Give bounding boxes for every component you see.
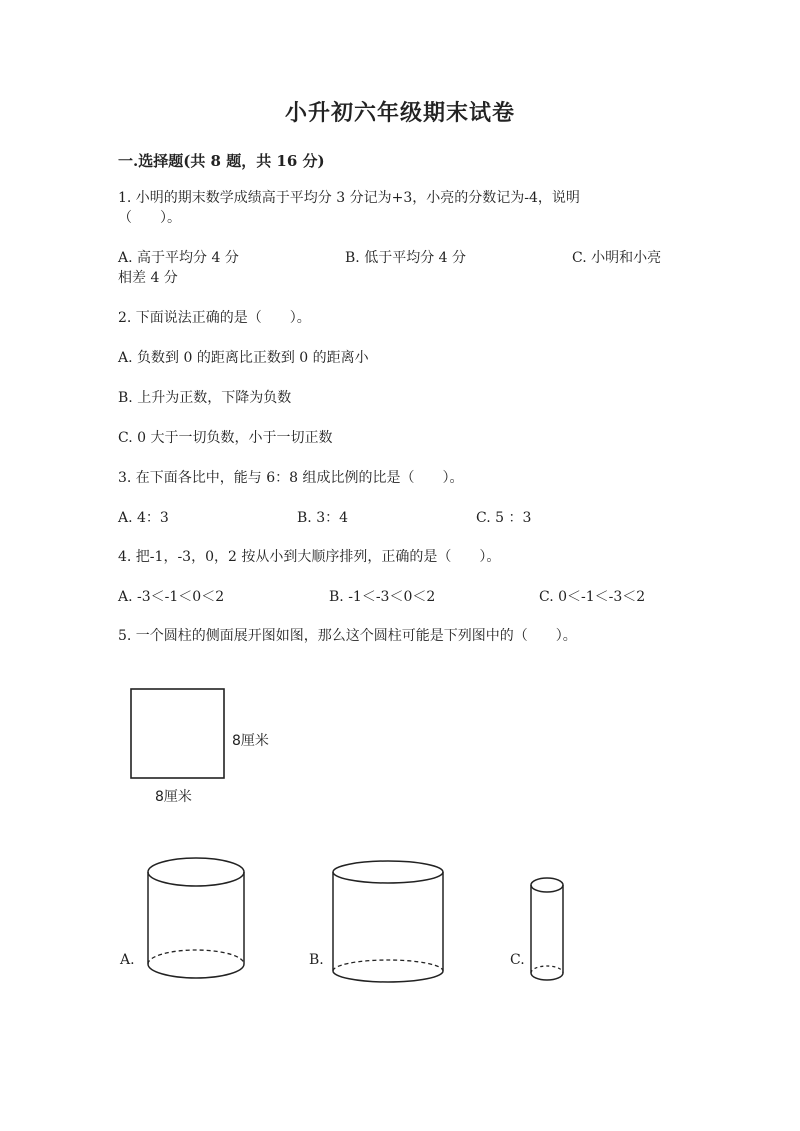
question-1-option-a[interactable]: A. 高于平均分 4 分 — [118, 250, 239, 266]
choice-c-label: C. — [510, 952, 525, 968]
cylinder-a-bottom-back — [148, 950, 244, 964]
question-2-option-c[interactable]: C. 0 大于一切负数，小于一切正数 — [118, 430, 333, 446]
cylinder-c-figure[interactable] — [529, 876, 567, 984]
question-3-stem: 3. 在下面各比中，能与 6：8 组成比例的比是（ ）。 — [118, 470, 464, 486]
net-square — [131, 689, 224, 778]
page-title: 小升初六年级期末试卷 — [284, 100, 515, 126]
cylinder-b-figure[interactable] — [331, 860, 449, 984]
question-2-option-b[interactable]: B. 上升为正数，下降为负数 — [118, 390, 292, 406]
question-4-option-a[interactable]: A. -3＜-1＜0＜2 — [118, 589, 225, 605]
choice-a-label: A. — [120, 952, 135, 968]
cylinder-c-bottom-front — [531, 973, 563, 980]
cylinder-b-bottom-back — [333, 960, 443, 971]
cylinder-b-bottom-front — [333, 971, 443, 982]
cylinder-a-figure[interactable] — [145, 856, 249, 982]
question-3-option-c[interactable]: C. 5 ：3 — [476, 510, 532, 526]
question-3-option-b[interactable]: B. 3：4 — [297, 510, 349, 526]
net-square-figure — [130, 688, 226, 780]
question-4-option-b[interactable]: B. -1＜-3＜0＜2 — [329, 589, 436, 605]
question-4-stem: 4. 把-1，-3，0，2 按从小到大顺序排列，正确的是（ ）。 — [118, 549, 501, 565]
question-1-option-c-cont: 相差 4 分 — [118, 270, 178, 286]
question-1-stem: 1. 小明的期末数学成绩高于平均分 3 分记为+3，小亮的分数记为-4，说明 — [118, 190, 580, 206]
choice-b-label: B. — [309, 952, 324, 968]
cylinder-c-bottom-back — [531, 966, 563, 973]
cylinder-b-top — [333, 861, 443, 883]
cylinder-c-top — [531, 878, 563, 892]
question-1-option-b[interactable]: B. 低于平均分 4 分 — [345, 250, 466, 266]
question-3-option-a[interactable]: A. 4：3 — [118, 510, 169, 526]
question-2-option-a[interactable]: A. 负数到 0 的距离比正数到 0 的距离小 — [118, 350, 369, 366]
cylinder-a-bottom-front — [148, 964, 244, 978]
net-bottom-label: 8厘米 — [155, 789, 192, 805]
question-4-option-c[interactable]: C. 0＜-1＜-3＜2 — [539, 589, 646, 605]
cylinder-a-top — [148, 858, 244, 886]
section-heading: 一.选择题(共 8 题，共 16 分) — [118, 152, 325, 170]
question-1-option-c[interactable]: C. 小明和小亮 — [572, 250, 662, 266]
question-2-stem: 2. 下面说法正确的是（ ）。 — [118, 310, 311, 326]
net-side-label: 8厘米 — [232, 733, 269, 749]
question-5-stem: 5. 一个圆柱的侧面展开图如图，那么这个圆柱可能是下列图中的（ ）。 — [118, 628, 577, 644]
question-1-stem-cont: （ ）。 — [118, 210, 181, 226]
